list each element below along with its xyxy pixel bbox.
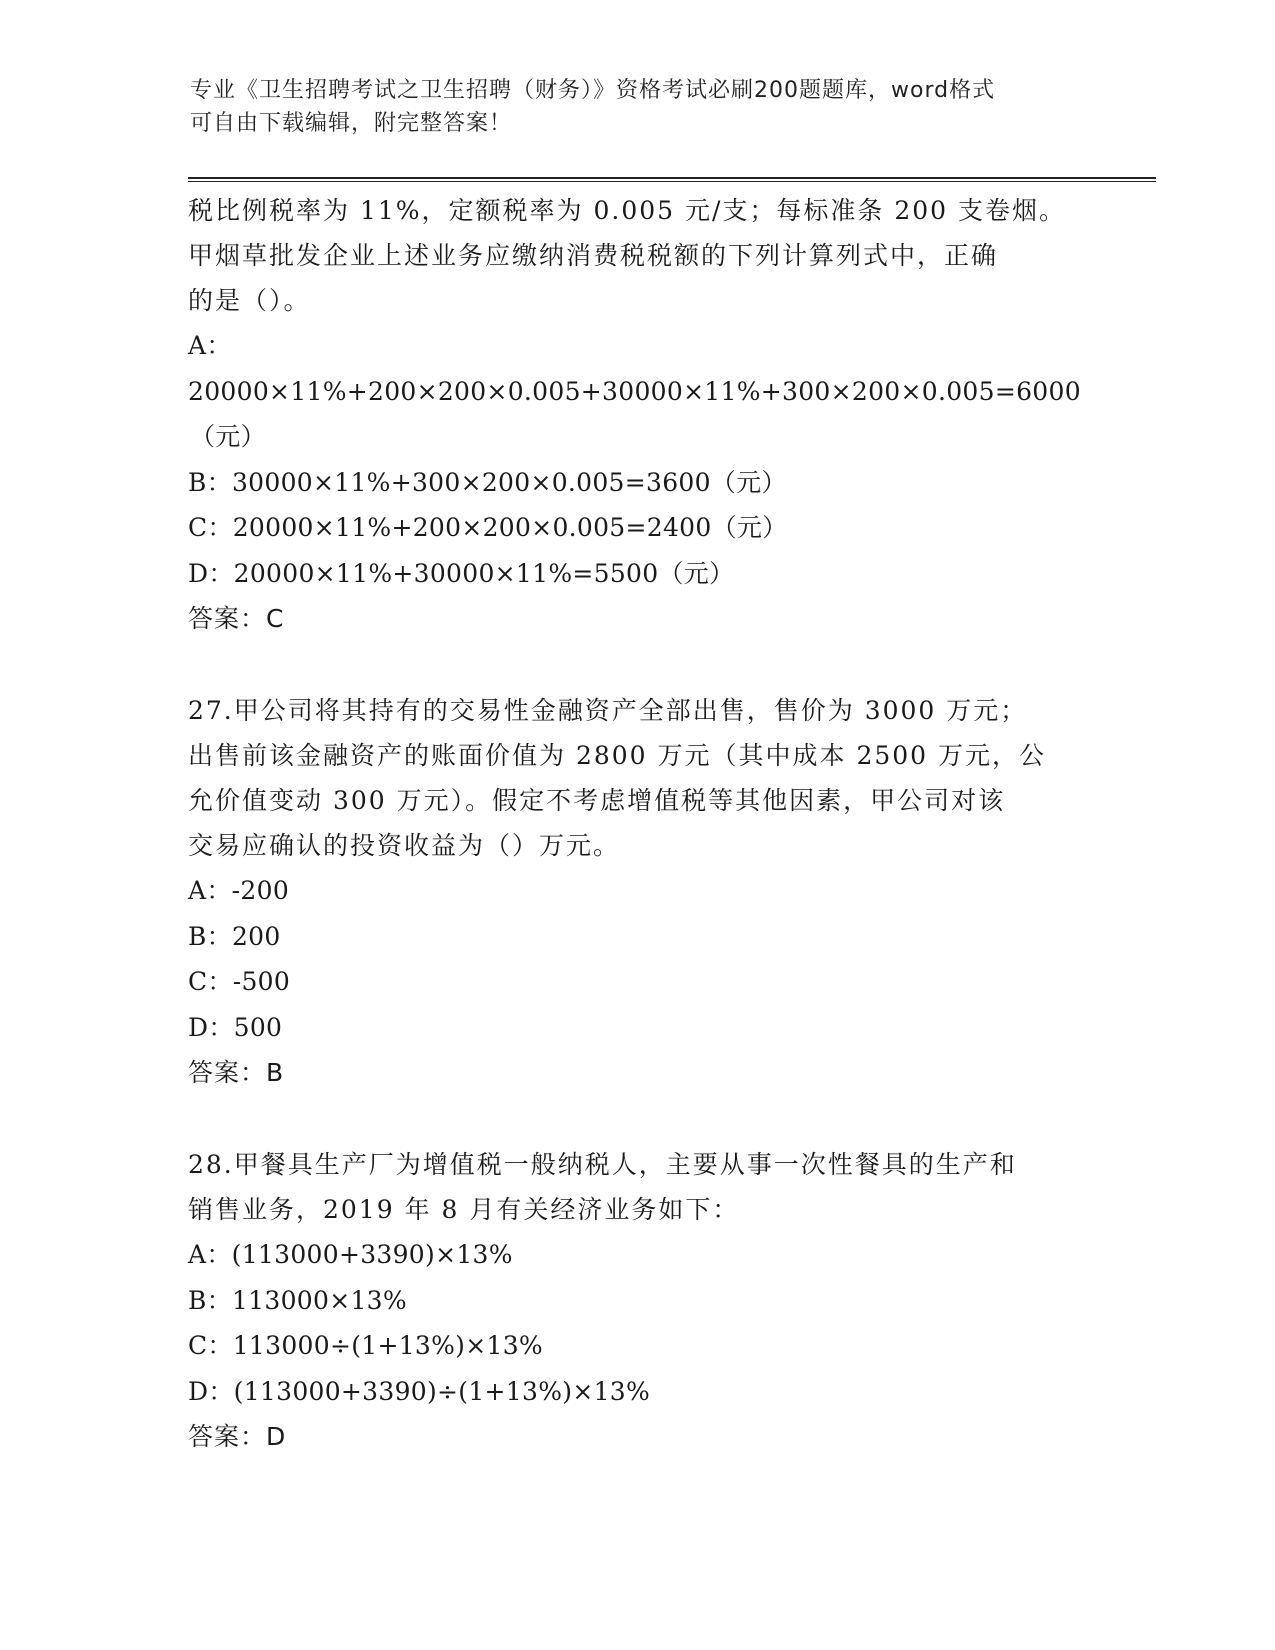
option-c: C：20000×11%+200×200×0.005=2400（元） (188, 513, 788, 542)
question-26 (188, 188, 1088, 642)
question-27 (188, 688, 1088, 1096)
option-d: D：20000×11%+30000×11%=5500（元） (188, 558, 735, 588)
spacer (188, 642, 1088, 688)
question-stem-line: 交易应确认的投资收益为（）万元。 (188, 831, 621, 860)
question-stem-line: 税比例税率为 11%，定额税率为 0.005 元/支；每标准条 200 支卷烟。 (188, 196, 1067, 225)
answer-line: 答案：D (188, 1422, 287, 1451)
option-d: D：500 (188, 1012, 283, 1042)
header-line-1: 专业《卫生招聘考试之卫生招聘（财务）》资格考试必刷200题题库，word格式 (190, 78, 996, 103)
spacer (188, 1096, 1088, 1142)
answer-line: 答案：B (188, 1058, 285, 1087)
option-a: A：20000×11%+200×200×0.005+30000×11%+300×200×0.005=6000 (188, 331, 1081, 406)
option-c: C：-500 (188, 967, 291, 996)
header-line-2: 可自由下载编辑，附完整答案！ (190, 111, 513, 136)
option-c: C：113000÷(1+13%)×13% (188, 1331, 543, 1360)
option-a: A：-200 (188, 876, 290, 905)
option-b: B：200 (188, 921, 281, 951)
option-a-continued: （元） (190, 422, 266, 451)
option-d: D：(113000+3390)÷(1+13%)×13% (188, 1376, 651, 1406)
question-stem-line: 甲烟草批发企业上述业务应缴纳消费税税额的下列计算列式中，正确 (188, 241, 999, 270)
answer-line: 答案：C (188, 604, 285, 633)
question-stem-line: 27.甲公司将其持有的交易性金融资产全部出售，售价为 3000 万元； (188, 696, 1028, 725)
question-28 (188, 1142, 1088, 1460)
question-stem-line: 出售前该金融资产的账面价值为 2800 万元（其中成本 2500 万元，公 (188, 741, 1047, 770)
option-a: A：(113000+3390)×13% (188, 1240, 513, 1269)
question-stem-line: 28.甲餐具生产厂为增值税一般纳税人，主要从事一次性餐具的生产和 (188, 1150, 1017, 1179)
document-body (188, 188, 1088, 1460)
option-b: B：30000×11%+300×200×0.005=3600（元） (188, 467, 787, 497)
question-stem-line: 允价值变动 300 万元）。假定不考虑增值税等其他因素，甲公司对该 (188, 786, 1006, 815)
option-b: B：113000×13% (188, 1285, 407, 1315)
header-divider (188, 177, 1156, 182)
question-stem-line: 销售业务，2019 年 8 月有关经济业务如下： (188, 1195, 740, 1224)
page-header (190, 74, 1090, 140)
question-stem-line: 的是（）。 (188, 286, 311, 315)
